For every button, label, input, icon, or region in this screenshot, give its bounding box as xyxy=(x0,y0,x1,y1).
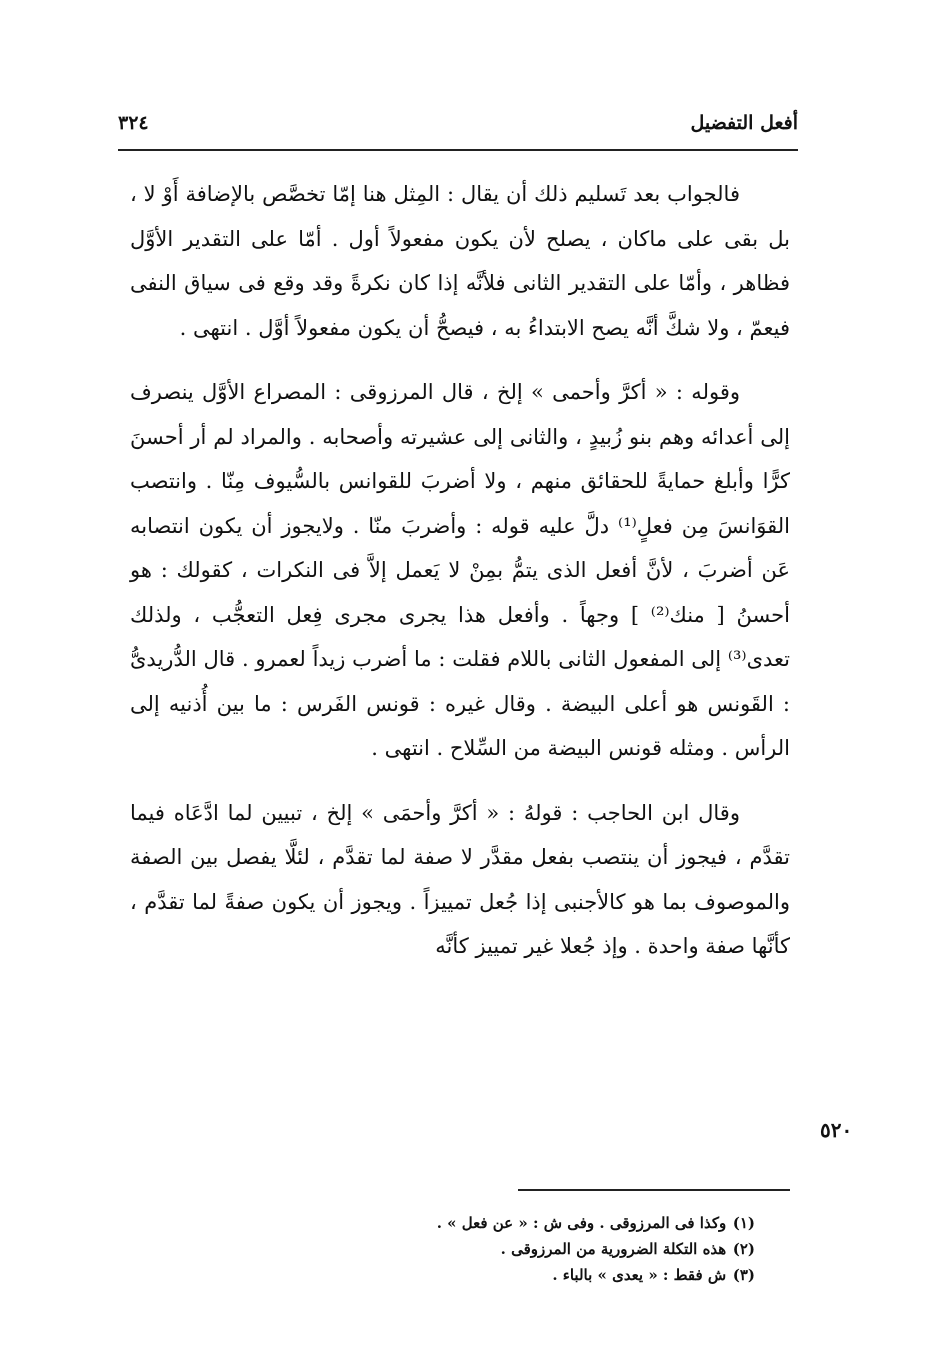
paragraph-2: وقوله : « أكرَّ وأحمى » إلخ ، قال المرزوقى : المصراع الأوَّل ينصرف إلى أعدائه وهم بنو زُبيدٍ ، والثانى إلى عشيرته وأصحابه . والمراد لم أر أحسنَ كرًّا وأبلغ حمايةً للحقائق منهم ، ولا أضربَ للقوانس بالسُّيوف مِنّا . وانتصب القوَانسَ مِن فعلٍ⁽¹⁾ دلَّ عليه قوله : وأضربَ منّا . ولايجوز أن يكون انتصابه عَن أضربَ ، لأنَّ أفعل الذى يتمُّ بمِنْ لا يَعمل إلاَّ فى النكرات ، كقولك : هو أحسنُ [ منك⁽²⁾ ] وجهاً . وأفعل هذا يجرى مجرى فِعل التعجُّب ، ولذلك تعدى⁽³⁾ إلى المفعول الثانى باللام فقلت : ما أضرب زيداً لعمرو . قال الدُّريدىُّ : القَونس هو أعلى البيضة . وقال غيره : قونس الفَرس : ما بين أُذنيه إلى الرأس . ومثله قونس البيضة من السِّلاح . انتهى . xyxy=(130,380,790,760)
margin-number: ٥٢٠ xyxy=(820,1118,853,1142)
paragraph-1: فالجواب بعد تَسليم ذلك أن يقال : المِثل هنا إمّا تخصَّص بالإضافة أَوْ لا ، بل بقى على ماكان ، يصلح لأن يكون مفعولاً أول . أمّا على التقدير الأوَّل فظاهر ، وأمّا على التقدير الثانى فلأنَّه إذا كان نكرةً وقد وقع فى سياق النفى فيعمّ ، ولا شكَّ أنَّه يصح الابتداءُ به ، فيصحُّ أن يكون مفعولاً أوَّل . انتهى . xyxy=(130,182,790,340)
footnote-number: (٢) xyxy=(732,1240,755,1258)
footnote-3 xyxy=(300,1262,755,1288)
footnote-text: هذه التكلة الضرورية من المرزوقى . xyxy=(500,1240,727,1258)
footnote-2 xyxy=(300,1236,755,1262)
footnotes xyxy=(300,1210,755,1288)
footnote-text: وكذا فى المرزوقى . وفى ش : « عن فعل » . xyxy=(436,1214,727,1232)
running-header xyxy=(118,110,798,146)
footnote-number: (١) xyxy=(732,1214,755,1232)
paragraph-3: وقال ابن الحاجب : قولهُ : « أكرَّ وأحمَى » إلخ ، تبيين لما ادَّعَاه فيما تقدَّم ، فيجوز أن ينتصب بفعل مقدَّر لا صفة لما تقدَّم ، لئلَّا يفصل بين الصفة والموصوف بما هو كالأجنبى إذا جُعل تمييزاً . ويجوز أن يكون صفةً لما تقدَّم ، كأنَّها صفة واحدة . وإذ جُعلا غير تمييز كأنَّه xyxy=(130,800,790,958)
footnote-number: (٣) xyxy=(732,1266,755,1284)
footnote-1 xyxy=(300,1210,755,1236)
header-rule xyxy=(118,149,798,151)
footnote-text: ش فقط : « يعدى » بالباء . xyxy=(552,1266,727,1284)
main-text xyxy=(130,172,790,989)
footnote-rule xyxy=(518,1189,790,1191)
page-number: ٣٢٤ xyxy=(118,112,149,134)
chapter-title: أفعل التفضيل xyxy=(690,112,798,134)
